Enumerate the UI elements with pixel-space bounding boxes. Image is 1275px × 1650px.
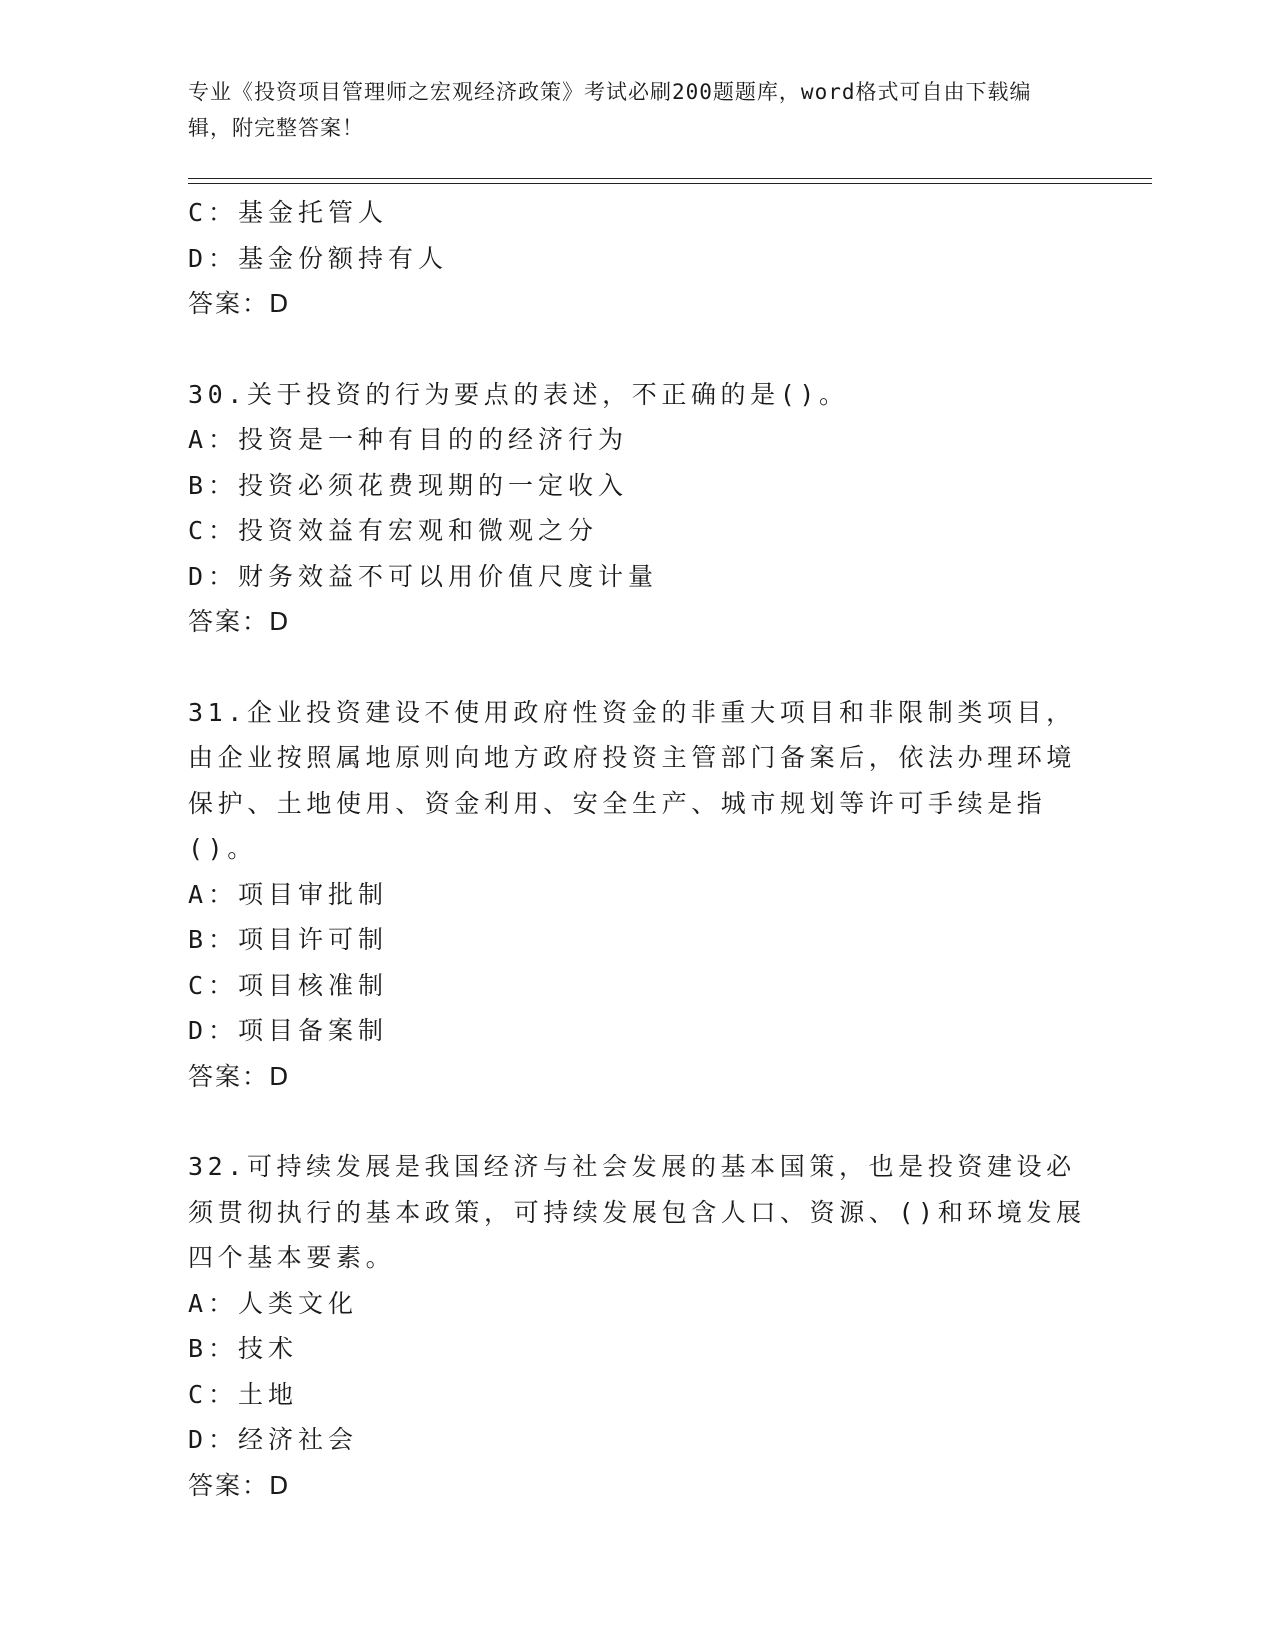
question-31 xyxy=(188,690,1088,1100)
option-b: B：投资必须花费现期的一定收入 xyxy=(188,470,629,500)
document-header: 专业《投资项目管理师之宏观经济政策》考试必刷200题题库，word格式可自由下载编辑，附完整答案！ xyxy=(188,80,1032,140)
header-divider-top xyxy=(188,178,1152,179)
option-a: A：项目审批制 xyxy=(188,879,389,909)
question-30 xyxy=(188,372,1088,645)
option-b: B：技术 xyxy=(188,1334,299,1363)
answer-line: 答案：D xyxy=(188,607,291,636)
option-c: C：投资效益有宏观和微观之分 xyxy=(188,516,599,545)
option-c: C：项目核准制 xyxy=(188,970,389,1000)
option-a: A：人类文化 xyxy=(188,1288,359,1318)
header-divider-bottom xyxy=(188,183,1152,184)
question-text: 31.企业投资建设不使用政府性资金的非重大项目和非限制类项目，由企业按照属地原则向地方政府投资主管部门备案后，依法办理环境保护、土地使用、资金利用、安全生产、城市规划等许可手续是指()。 xyxy=(188,697,1077,863)
option-a: A：投资是一种有目的的经济行为 xyxy=(188,425,629,454)
question-list xyxy=(188,190,1088,1508)
option-c: C：土地 xyxy=(188,1379,299,1409)
question-32 xyxy=(188,1144,1088,1508)
partial-question xyxy=(188,190,1088,327)
option-d: D：项目备案制 xyxy=(188,1016,389,1045)
answer-line: 答案：D xyxy=(188,1470,291,1500)
option-d: D：财务效益不可以用价值尺度计量 xyxy=(188,561,659,591)
question-text: 32.可持续发展是我国经济与社会发展的基本国策，也是投资建设必须贯彻执行的基本政策，可持续发展包含人口、资源、()和环境发展四个基本要素。 xyxy=(188,1152,1086,1272)
option-d: D：基金份额持有人 xyxy=(188,243,449,273)
question-text: 30.关于投资的行为要点的表述，不正确的是()。 xyxy=(188,379,849,409)
option-b: B：项目许可制 xyxy=(188,925,389,954)
answer-line: 答案：D xyxy=(188,1061,291,1091)
answer-line: 答案：D xyxy=(188,289,291,318)
option-d: D：经济社会 xyxy=(188,1425,359,1454)
option-c: C：基金托管人 xyxy=(188,198,389,227)
